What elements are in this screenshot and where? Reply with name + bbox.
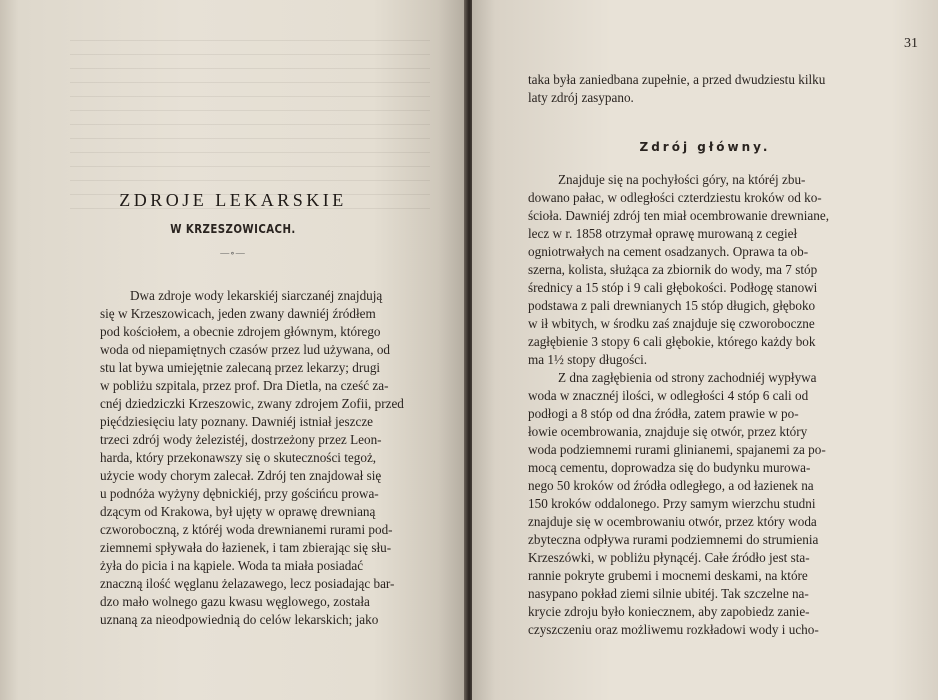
text-line: cnéj dziedziczki Krzeszowic, zwany zdrojem Zofii, przed	[100, 396, 404, 411]
text-line: ścioła. Dawniéj zdrój ten miał ocembrowanie drewniane,	[528, 208, 830, 223]
text-line: szerna, kolista, służąca za zbiornik do wody, ma 7 stóp	[528, 262, 818, 277]
text-line: w ił wbitych, w środku zaś znajduje się czworoboczne	[528, 316, 815, 331]
text-line: lecz w r. 1858 otrzymał oprawę murowaną z cegieł	[528, 226, 798, 241]
text-line: pięćdziesięciu laty poznany. Dawniéj istniał jeszcze	[100, 414, 374, 429]
text-line: Z dna zagłębienia od strony zachodniéj wypływa	[558, 370, 817, 385]
right-page	[472, 0, 938, 700]
text-line: uznaną za nieodpowiednią do celów lekarskich; jako	[100, 612, 379, 627]
text-line: krycie zdroju było koniecznem, aby zapobiedz zanie-	[528, 604, 810, 619]
text-line: znajduje się w ocembrowaniu otwór, przez który woda	[528, 514, 817, 529]
text-line: rannie pokryte grubemi i mocnemi deskami, na które	[528, 568, 808, 583]
text-line: w pobliżu szpitala, przez prof. Dra Dietla, na cześć za-	[100, 378, 389, 393]
text-line: Krzeszówki, w pobliżu płynącéj. Całe źródło jest sta-	[528, 550, 810, 565]
page-number: 31	[904, 36, 918, 51]
text-line: podstawa z pali drewnianych 15 stóp długich, głęboko	[528, 298, 816, 313]
text-line: 150 kroków oddalonego. Przy samym wierzchu studni	[528, 496, 816, 511]
left-page	[0, 0, 466, 700]
text-line: mocą cementu, doprowadza się do budynku murowa-	[528, 460, 811, 475]
chapter-title: ZDROJE LEKARSKIE	[119, 190, 347, 210]
ornament-divider: —∘—	[220, 248, 246, 258]
text-line: znaczną ilość węglanu żelazawego, lecz posiadając bar-	[100, 576, 395, 591]
text-line: dowano pałac, w odległości czterdziestu kroków od ko-	[528, 190, 822, 205]
text-line: Znajduje się na pochyłości góry, na któréj zbu-	[558, 172, 806, 187]
section-heading: Zdrój główny.	[639, 140, 771, 154]
text-line: woda podziemnemi rurami glinianemi, spajanemi za po-	[528, 442, 826, 457]
text-line: łowie ocembrowania, znajduje się otwór, przez który	[528, 424, 808, 439]
text-line: nasypano pokład ziemi silnie ubitéj. Tak szczelne na-	[528, 586, 809, 601]
text-line: harda, który przekonawszy się o skuteczności tegoż,	[100, 450, 377, 465]
text-line: nego 50 kroków od źródła odległego, a od łazienek na	[528, 478, 814, 493]
text-line: czyszczeniu oraz możliwemu rozkładowi wody i ucho-	[528, 622, 819, 637]
text-line: podłogi a 8 stóp od dna źródła, zatem prawie w po-	[528, 406, 799, 421]
text-line: ziemnemi spływała do łazienek, i tam zbierając się słu-	[100, 540, 392, 555]
text-line: woda od niepamiętnych czasów przez lud używana, od	[100, 342, 391, 357]
text-line: średnicy a 15 stóp i 9 cali głębokości. Podłogę stanowi	[528, 280, 818, 295]
text-line: zagłębienie 3 stopy 6 cali głębokie, którego każdy bok	[528, 334, 816, 349]
text-line: się w Krzeszowicach, jeden zwany dawniéj źródłem	[100, 306, 376, 321]
text-line: u podnóża wyżyny dębnickiéj, przy gościńcu prowa-	[100, 486, 379, 501]
text-line: dzącym od Krakowa, był ujęty w oprawę drewnianą	[100, 504, 376, 519]
text-line: żyła do picia i na kąpiele. Woda ta miała posiadać	[100, 558, 364, 573]
text-line: dzo mało wolnego gazu kwasu węglowego, została	[100, 594, 370, 609]
text-line: ma 1½ stopy długości.	[528, 352, 648, 367]
text-line: użycie wody chorym zalecał. Zdrój ten znajdował się	[100, 468, 382, 483]
text-line: laty zdrój zasypano.	[528, 90, 634, 105]
text-line: trzeci zdrój wody żelezistéj, dostrzeżony przez Leon-	[100, 432, 382, 447]
show-through-text	[70, 40, 430, 210]
text-line: pod kościołem, a obecnie zdrojem głównym, którego	[100, 324, 381, 339]
text-line: zbyteczna odpływa rurami podziemnemi do strumienia	[528, 532, 819, 547]
text-line: woda w znacznéj ilości, w odległości 4 stóp 6 cali od	[528, 388, 809, 403]
text-line: taka była zaniedbana zupełnie, a przed dwudziestu kilku	[528, 72, 826, 87]
text-line: stu lat bywa umiejętnie zalecaną przez lekarzy; drugi	[100, 360, 381, 375]
text-line: Dwa zdroje wody lekarskiéj siarczanéj znajdują	[130, 288, 383, 303]
text-line: ogniotrwałych na cement osadzanych. Oprawa ta ob-	[528, 244, 809, 259]
chapter-subtitle: W KRZESZOWICACH.	[170, 222, 296, 236]
text-line: czworoboczną, z któréj woda drewnianemi rurami pod-	[100, 522, 393, 537]
